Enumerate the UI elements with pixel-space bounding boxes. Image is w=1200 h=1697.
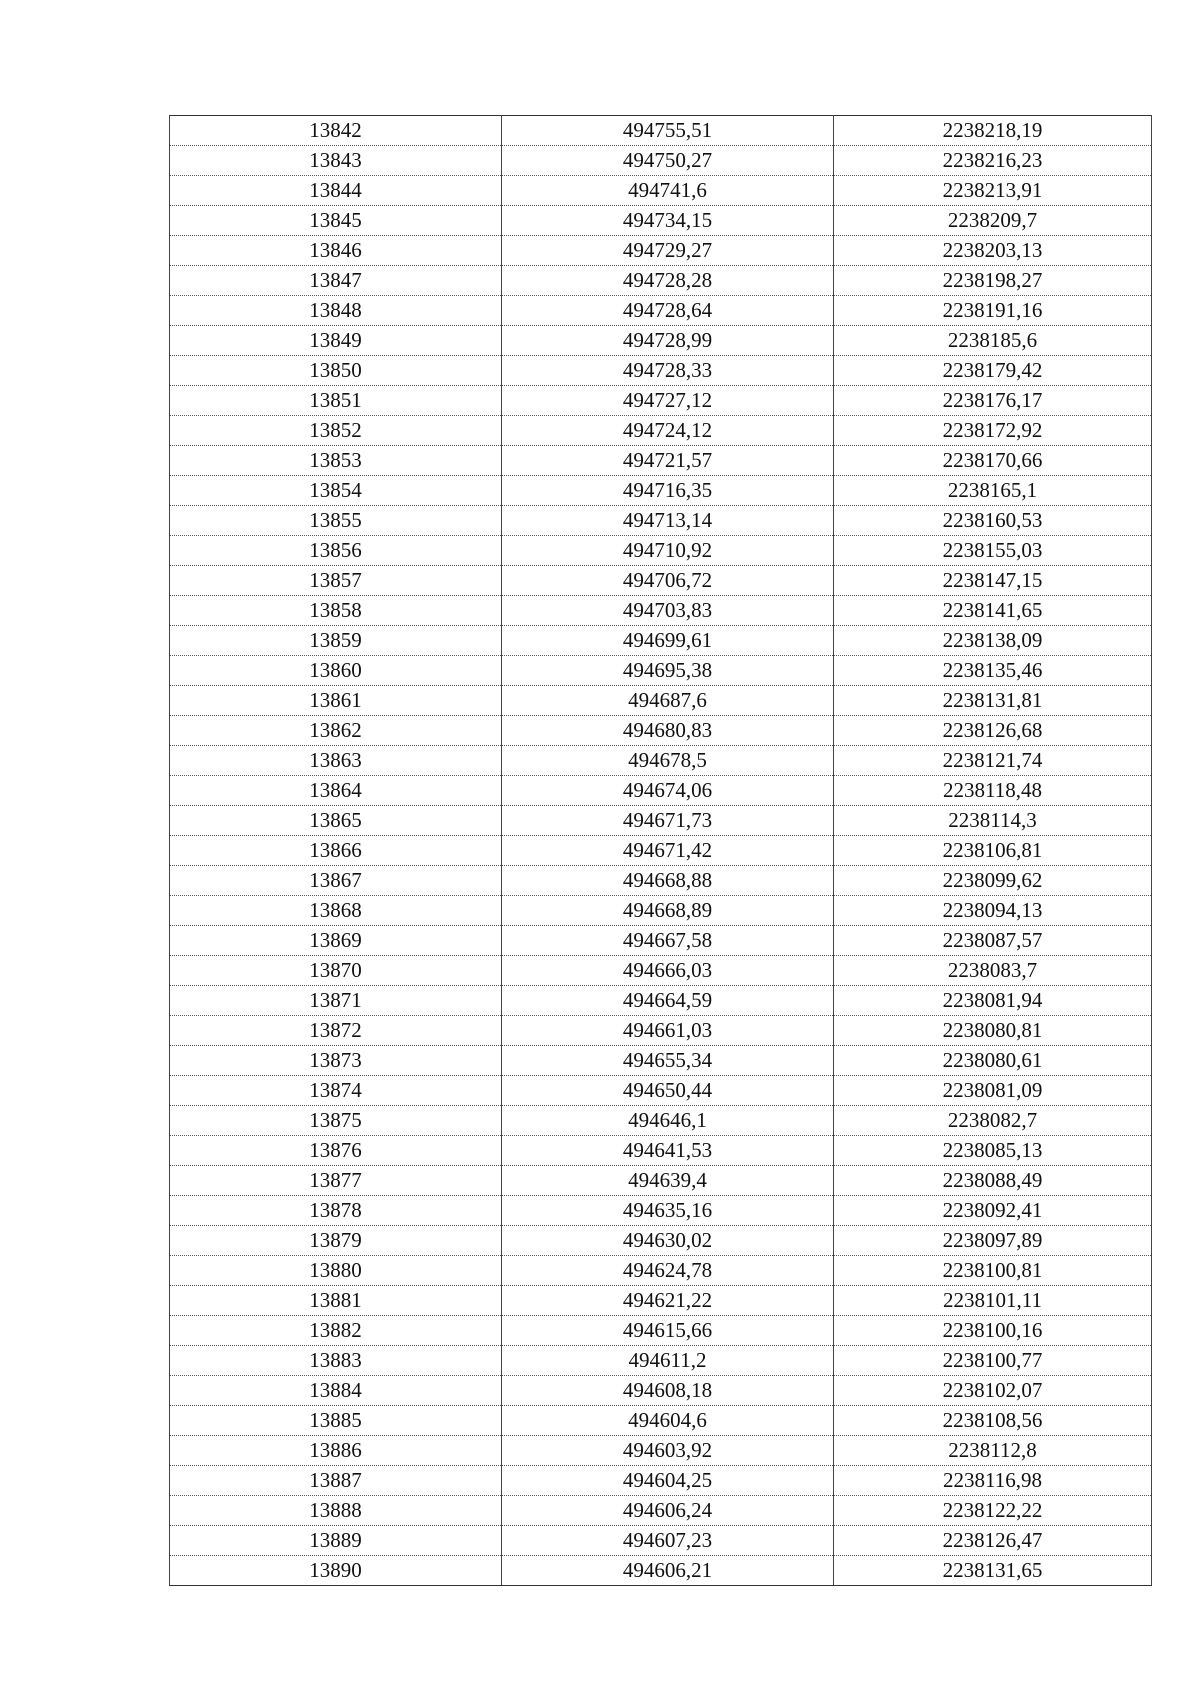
y-coordinate-cell: 2238209,7 xyxy=(834,206,1152,236)
y-coordinate-cell: 2238114,3 xyxy=(834,806,1152,836)
y-coordinate-cell: 2238097,89 xyxy=(834,1226,1152,1256)
point-number-cell: 13851 xyxy=(170,386,502,416)
coordinates-table-body xyxy=(170,116,1152,1586)
y-coordinate-cell: 2238160,53 xyxy=(834,506,1152,536)
table-row xyxy=(170,836,1152,866)
table-row xyxy=(170,596,1152,626)
y-coordinate-cell: 2238080,61 xyxy=(834,1046,1152,1076)
x-coordinate-cell: 494755,51 xyxy=(502,116,834,146)
point-number-cell: 13871 xyxy=(170,986,502,1016)
point-number-cell: 13843 xyxy=(170,146,502,176)
table-row xyxy=(170,1496,1152,1526)
x-coordinate-cell: 494713,14 xyxy=(502,506,834,536)
y-coordinate-cell: 2238185,6 xyxy=(834,326,1152,356)
x-coordinate-cell: 494710,92 xyxy=(502,536,834,566)
table-row xyxy=(170,176,1152,206)
point-number-cell: 13852 xyxy=(170,416,502,446)
point-number-cell: 13881 xyxy=(170,1286,502,1316)
y-coordinate-cell: 2238179,42 xyxy=(834,356,1152,386)
y-coordinate-cell: 2238147,15 xyxy=(834,566,1152,596)
x-coordinate-cell: 494624,78 xyxy=(502,1256,834,1286)
x-coordinate-cell: 494655,34 xyxy=(502,1046,834,1076)
coordinates-table xyxy=(169,115,1152,1586)
x-coordinate-cell: 494728,99 xyxy=(502,326,834,356)
x-coordinate-cell: 494674,06 xyxy=(502,776,834,806)
x-coordinate-cell: 494607,23 xyxy=(502,1526,834,1556)
x-coordinate-cell: 494671,73 xyxy=(502,806,834,836)
point-number-cell: 13876 xyxy=(170,1136,502,1166)
x-coordinate-cell: 494699,61 xyxy=(502,626,834,656)
point-number-cell: 13855 xyxy=(170,506,502,536)
x-coordinate-cell: 494666,03 xyxy=(502,956,834,986)
point-number-cell: 13877 xyxy=(170,1166,502,1196)
point-number-cell: 13880 xyxy=(170,1256,502,1286)
table-row xyxy=(170,1076,1152,1106)
x-coordinate-cell: 494604,25 xyxy=(502,1466,834,1496)
point-number-cell: 13869 xyxy=(170,926,502,956)
y-coordinate-cell: 2238100,81 xyxy=(834,1256,1152,1286)
point-number-cell: 13854 xyxy=(170,476,502,506)
y-coordinate-cell: 2238191,16 xyxy=(834,296,1152,326)
y-coordinate-cell: 2238080,81 xyxy=(834,1016,1152,1046)
table-row xyxy=(170,866,1152,896)
x-coordinate-cell: 494727,12 xyxy=(502,386,834,416)
table-row xyxy=(170,1286,1152,1316)
table-row xyxy=(170,806,1152,836)
table-row xyxy=(170,686,1152,716)
point-number-cell: 13860 xyxy=(170,656,502,686)
y-coordinate-cell: 2238203,13 xyxy=(834,236,1152,266)
x-coordinate-cell: 494668,89 xyxy=(502,896,834,926)
x-coordinate-cell: 494615,66 xyxy=(502,1316,834,1346)
y-coordinate-cell: 2238106,81 xyxy=(834,836,1152,866)
x-coordinate-cell: 494604,6 xyxy=(502,1406,834,1436)
x-coordinate-cell: 494724,12 xyxy=(502,416,834,446)
table-row xyxy=(170,986,1152,1016)
table-row xyxy=(170,1316,1152,1346)
x-coordinate-cell: 494639,4 xyxy=(502,1166,834,1196)
y-coordinate-cell: 2238083,7 xyxy=(834,956,1152,986)
x-coordinate-cell: 494661,03 xyxy=(502,1016,834,1046)
point-number-cell: 13862 xyxy=(170,716,502,746)
point-number-cell: 13886 xyxy=(170,1436,502,1466)
point-number-cell: 13857 xyxy=(170,566,502,596)
point-number-cell: 13847 xyxy=(170,266,502,296)
y-coordinate-cell: 2238216,23 xyxy=(834,146,1152,176)
y-coordinate-cell: 2238116,98 xyxy=(834,1466,1152,1496)
point-number-cell: 13867 xyxy=(170,866,502,896)
table-row xyxy=(170,1526,1152,1556)
y-coordinate-cell: 2238092,41 xyxy=(834,1196,1152,1226)
table-row xyxy=(170,1376,1152,1406)
x-coordinate-cell: 494668,88 xyxy=(502,866,834,896)
point-number-cell: 13888 xyxy=(170,1496,502,1526)
table-row xyxy=(170,1346,1152,1376)
table-row xyxy=(170,266,1152,296)
table-row xyxy=(170,1406,1152,1436)
x-coordinate-cell: 494621,22 xyxy=(502,1286,834,1316)
point-number-cell: 13868 xyxy=(170,896,502,926)
point-number-cell: 13863 xyxy=(170,746,502,776)
y-coordinate-cell: 2238112,8 xyxy=(834,1436,1152,1466)
y-coordinate-cell: 2238141,65 xyxy=(834,596,1152,626)
y-coordinate-cell: 2238135,46 xyxy=(834,656,1152,686)
point-number-cell: 13885 xyxy=(170,1406,502,1436)
point-number-cell: 13859 xyxy=(170,626,502,656)
table-row xyxy=(170,446,1152,476)
table-row xyxy=(170,1256,1152,1286)
x-coordinate-cell: 494695,38 xyxy=(502,656,834,686)
table-row xyxy=(170,116,1152,146)
point-number-cell: 13873 xyxy=(170,1046,502,1076)
point-number-cell: 13872 xyxy=(170,1016,502,1046)
y-coordinate-cell: 2238087,57 xyxy=(834,926,1152,956)
table-row xyxy=(170,536,1152,566)
y-coordinate-cell: 2238165,1 xyxy=(834,476,1152,506)
point-number-cell: 13884 xyxy=(170,1376,502,1406)
table-row xyxy=(170,1226,1152,1256)
point-number-cell: 13882 xyxy=(170,1316,502,1346)
point-number-cell: 13878 xyxy=(170,1196,502,1226)
table-row xyxy=(170,1136,1152,1166)
x-coordinate-cell: 494728,28 xyxy=(502,266,834,296)
y-coordinate-cell: 2238122,22 xyxy=(834,1496,1152,1526)
x-coordinate-cell: 494650,44 xyxy=(502,1076,834,1106)
point-number-cell: 13866 xyxy=(170,836,502,866)
x-coordinate-cell: 494667,58 xyxy=(502,926,834,956)
table-row xyxy=(170,1106,1152,1136)
x-coordinate-cell: 494606,21 xyxy=(502,1556,834,1586)
y-coordinate-cell: 2238085,13 xyxy=(834,1136,1152,1166)
table-row xyxy=(170,1016,1152,1046)
table-row xyxy=(170,1196,1152,1226)
x-coordinate-cell: 494716,35 xyxy=(502,476,834,506)
x-coordinate-cell: 494729,27 xyxy=(502,236,834,266)
table-row xyxy=(170,476,1152,506)
x-coordinate-cell: 494606,24 xyxy=(502,1496,834,1526)
y-coordinate-cell: 2238100,16 xyxy=(834,1316,1152,1346)
table-row xyxy=(170,566,1152,596)
point-number-cell: 13844 xyxy=(170,176,502,206)
table-row xyxy=(170,236,1152,266)
table-row xyxy=(170,356,1152,386)
table-row xyxy=(170,296,1152,326)
table-row xyxy=(170,626,1152,656)
table-row xyxy=(170,506,1152,536)
x-coordinate-cell: 494721,57 xyxy=(502,446,834,476)
y-coordinate-cell: 2238102,07 xyxy=(834,1376,1152,1406)
x-coordinate-cell: 494728,64 xyxy=(502,296,834,326)
x-coordinate-cell: 494734,15 xyxy=(502,206,834,236)
point-number-cell: 13890 xyxy=(170,1556,502,1586)
table-row xyxy=(170,206,1152,236)
x-coordinate-cell: 494641,53 xyxy=(502,1136,834,1166)
x-coordinate-cell: 494630,02 xyxy=(502,1226,834,1256)
table-row xyxy=(170,896,1152,926)
x-coordinate-cell: 494646,1 xyxy=(502,1106,834,1136)
y-coordinate-cell: 2238118,48 xyxy=(834,776,1152,806)
x-coordinate-cell: 494703,83 xyxy=(502,596,834,626)
table-row xyxy=(170,326,1152,356)
x-coordinate-cell: 494635,16 xyxy=(502,1196,834,1226)
point-number-cell: 13879 xyxy=(170,1226,502,1256)
x-coordinate-cell: 494611,2 xyxy=(502,1346,834,1376)
x-coordinate-cell: 494750,27 xyxy=(502,146,834,176)
y-coordinate-cell: 2238082,7 xyxy=(834,1106,1152,1136)
y-coordinate-cell: 2238155,03 xyxy=(834,536,1152,566)
point-number-cell: 13887 xyxy=(170,1466,502,1496)
point-number-cell: 13874 xyxy=(170,1076,502,1106)
point-number-cell: 13848 xyxy=(170,296,502,326)
point-number-cell: 13861 xyxy=(170,686,502,716)
y-coordinate-cell: 2238100,77 xyxy=(834,1346,1152,1376)
x-coordinate-cell: 494680,83 xyxy=(502,716,834,746)
point-number-cell: 13850 xyxy=(170,356,502,386)
y-coordinate-cell: 2238121,74 xyxy=(834,746,1152,776)
table-row xyxy=(170,716,1152,746)
point-number-cell: 13883 xyxy=(170,1346,502,1376)
table-row xyxy=(170,956,1152,986)
table-row xyxy=(170,416,1152,446)
table-row xyxy=(170,386,1152,416)
y-coordinate-cell: 2238138,09 xyxy=(834,626,1152,656)
x-coordinate-cell: 494671,42 xyxy=(502,836,834,866)
y-coordinate-cell: 2238088,49 xyxy=(834,1166,1152,1196)
table-row xyxy=(170,146,1152,176)
table-row xyxy=(170,1046,1152,1076)
point-number-cell: 13845 xyxy=(170,206,502,236)
table-row xyxy=(170,1436,1152,1466)
x-coordinate-cell: 494664,59 xyxy=(502,986,834,1016)
y-coordinate-cell: 2238081,94 xyxy=(834,986,1152,1016)
y-coordinate-cell: 2238198,27 xyxy=(834,266,1152,296)
table-row xyxy=(170,1466,1152,1496)
table-row xyxy=(170,1166,1152,1196)
point-number-cell: 13858 xyxy=(170,596,502,626)
point-number-cell: 13849 xyxy=(170,326,502,356)
y-coordinate-cell: 2238081,09 xyxy=(834,1076,1152,1106)
y-coordinate-cell: 2238099,62 xyxy=(834,866,1152,896)
point-number-cell: 13865 xyxy=(170,806,502,836)
point-number-cell: 13875 xyxy=(170,1106,502,1136)
x-coordinate-cell: 494608,18 xyxy=(502,1376,834,1406)
table-row xyxy=(170,1556,1152,1586)
y-coordinate-cell: 2238101,11 xyxy=(834,1286,1152,1316)
x-coordinate-cell: 494603,92 xyxy=(502,1436,834,1466)
point-number-cell: 13846 xyxy=(170,236,502,266)
y-coordinate-cell: 2238213,91 xyxy=(834,176,1152,206)
table-row xyxy=(170,926,1152,956)
point-number-cell: 13853 xyxy=(170,446,502,476)
table-row xyxy=(170,746,1152,776)
y-coordinate-cell: 2238131,81 xyxy=(834,686,1152,716)
y-coordinate-cell: 2238126,68 xyxy=(834,716,1152,746)
x-coordinate-cell: 494706,72 xyxy=(502,566,834,596)
y-coordinate-cell: 2238094,13 xyxy=(834,896,1152,926)
x-coordinate-cell: 494687,6 xyxy=(502,686,834,716)
point-number-cell: 13870 xyxy=(170,956,502,986)
x-coordinate-cell: 494678,5 xyxy=(502,746,834,776)
point-number-cell: 13864 xyxy=(170,776,502,806)
point-number-cell: 13856 xyxy=(170,536,502,566)
point-number-cell: 13842 xyxy=(170,116,502,146)
y-coordinate-cell: 2238131,65 xyxy=(834,1556,1152,1586)
point-number-cell: 13889 xyxy=(170,1526,502,1556)
y-coordinate-cell: 2238172,92 xyxy=(834,416,1152,446)
x-coordinate-cell: 494741,6 xyxy=(502,176,834,206)
y-coordinate-cell: 2238108,56 xyxy=(834,1406,1152,1436)
y-coordinate-cell: 2238176,17 xyxy=(834,386,1152,416)
y-coordinate-cell: 2238170,66 xyxy=(834,446,1152,476)
y-coordinate-cell: 2238218,19 xyxy=(834,116,1152,146)
x-coordinate-cell: 494728,33 xyxy=(502,356,834,386)
table-row xyxy=(170,776,1152,806)
table-row xyxy=(170,656,1152,686)
y-coordinate-cell: 2238126,47 xyxy=(834,1526,1152,1556)
